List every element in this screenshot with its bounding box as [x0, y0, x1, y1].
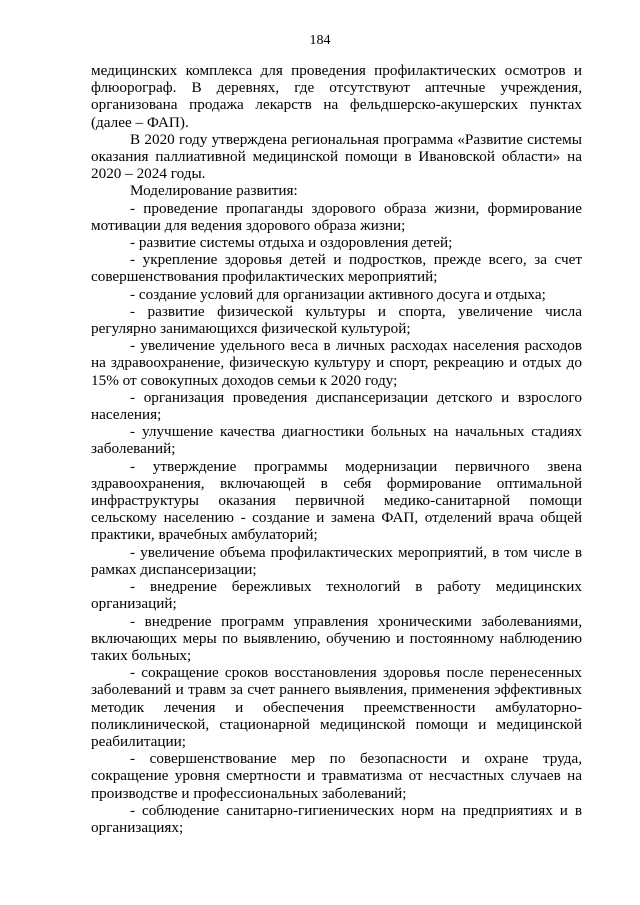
list-item: - увеличение объема профилактических мероприятий, в том числе в рамках диспансеризации; — [91, 543, 582, 578]
list-item: - организация проведения диспансеризации детского и взрослого населения; — [91, 388, 582, 424]
list-item: - увеличение удельного веса в личных расходах населения расходов на здравоохранение, физическую культуру и спорт, рекреацию и отдых до 15% от совокупных доходов семьи к 2020 году; — [91, 337, 582, 389]
page-number: 184 — [309, 33, 331, 48]
list-item: - развитие физической культуры и спорта, увеличение числа регулярно занимающихся физической культурой; — [91, 302, 582, 338]
list-item: - внедрение бережливых технологий в работу медицинских организаций; — [91, 578, 582, 613]
list-item: - проведение пропаганды здорового образа жизни, формирование мотивации для ведения здорового образа жизни; — [91, 199, 582, 234]
list-item: - совершенствование мер по безопасности и охране труда, сокращение уровня смертности и травматизма от несчастных случаев на производстве и профессиональных заболеваний; — [91, 750, 582, 802]
list-item: - улучшение качества диагностики больных на начальных стадиях заболеваний; — [91, 423, 582, 458]
list-item: - создание условий для организации активного досуга и отдыха; — [130, 285, 546, 303]
paragraph: В 2020 году утверждена региональная программа «Развитие системы оказания паллиативной медицинской помощи в Ивановской области» на 2020 – 2024 годы. — [91, 130, 582, 183]
document-body — [91, 62, 582, 836]
list-item: - утверждение программы модернизации первичного звена здравоохранения, включающей в себя формирование оптимальной инфраструктуры оказания первичной медико-санитарной помощи сельскому населению - создание и замена ФАП, отделений врача общей практики, врачебных амбулаторий; — [91, 457, 582, 544]
list-item: - укрепление здоровья детей и подростков, прежде всего, за счет совершенствования профилактических мероприятий; — [91, 251, 582, 286]
paragraph: медицинских комплекса для проведения профилактических осмотров и флюорограф. В деревнях, где отсутствуют аптечные учреждения, организована продажа лекарств на фельдшерско-акушерских пунктах (далее – ФАП). — [91, 62, 582, 131]
list-item: - развитие системы отдыха и оздоровления детей; — [130, 234, 453, 252]
list-item: - соблюдение санитарно-гигиенических норм на предприятиях и в организациях; — [91, 801, 582, 836]
list-item: - сокращение сроков восстановления здоровья после перенесенных заболеваний и травм за счет раннего выявления, применения эффективных методик лечения и обеспечения преемственности амбулаторно-поликлинической, стационарной медицинской помощи и медицинской реабилитации; — [91, 664, 582, 750]
list-item: - внедрение программ управления хроническими заболеваниями, включающих меры по выявлению, обучению и постоянному наблюдению таких больных; — [91, 612, 582, 664]
paragraph: Моделирование развития: — [130, 182, 298, 200]
